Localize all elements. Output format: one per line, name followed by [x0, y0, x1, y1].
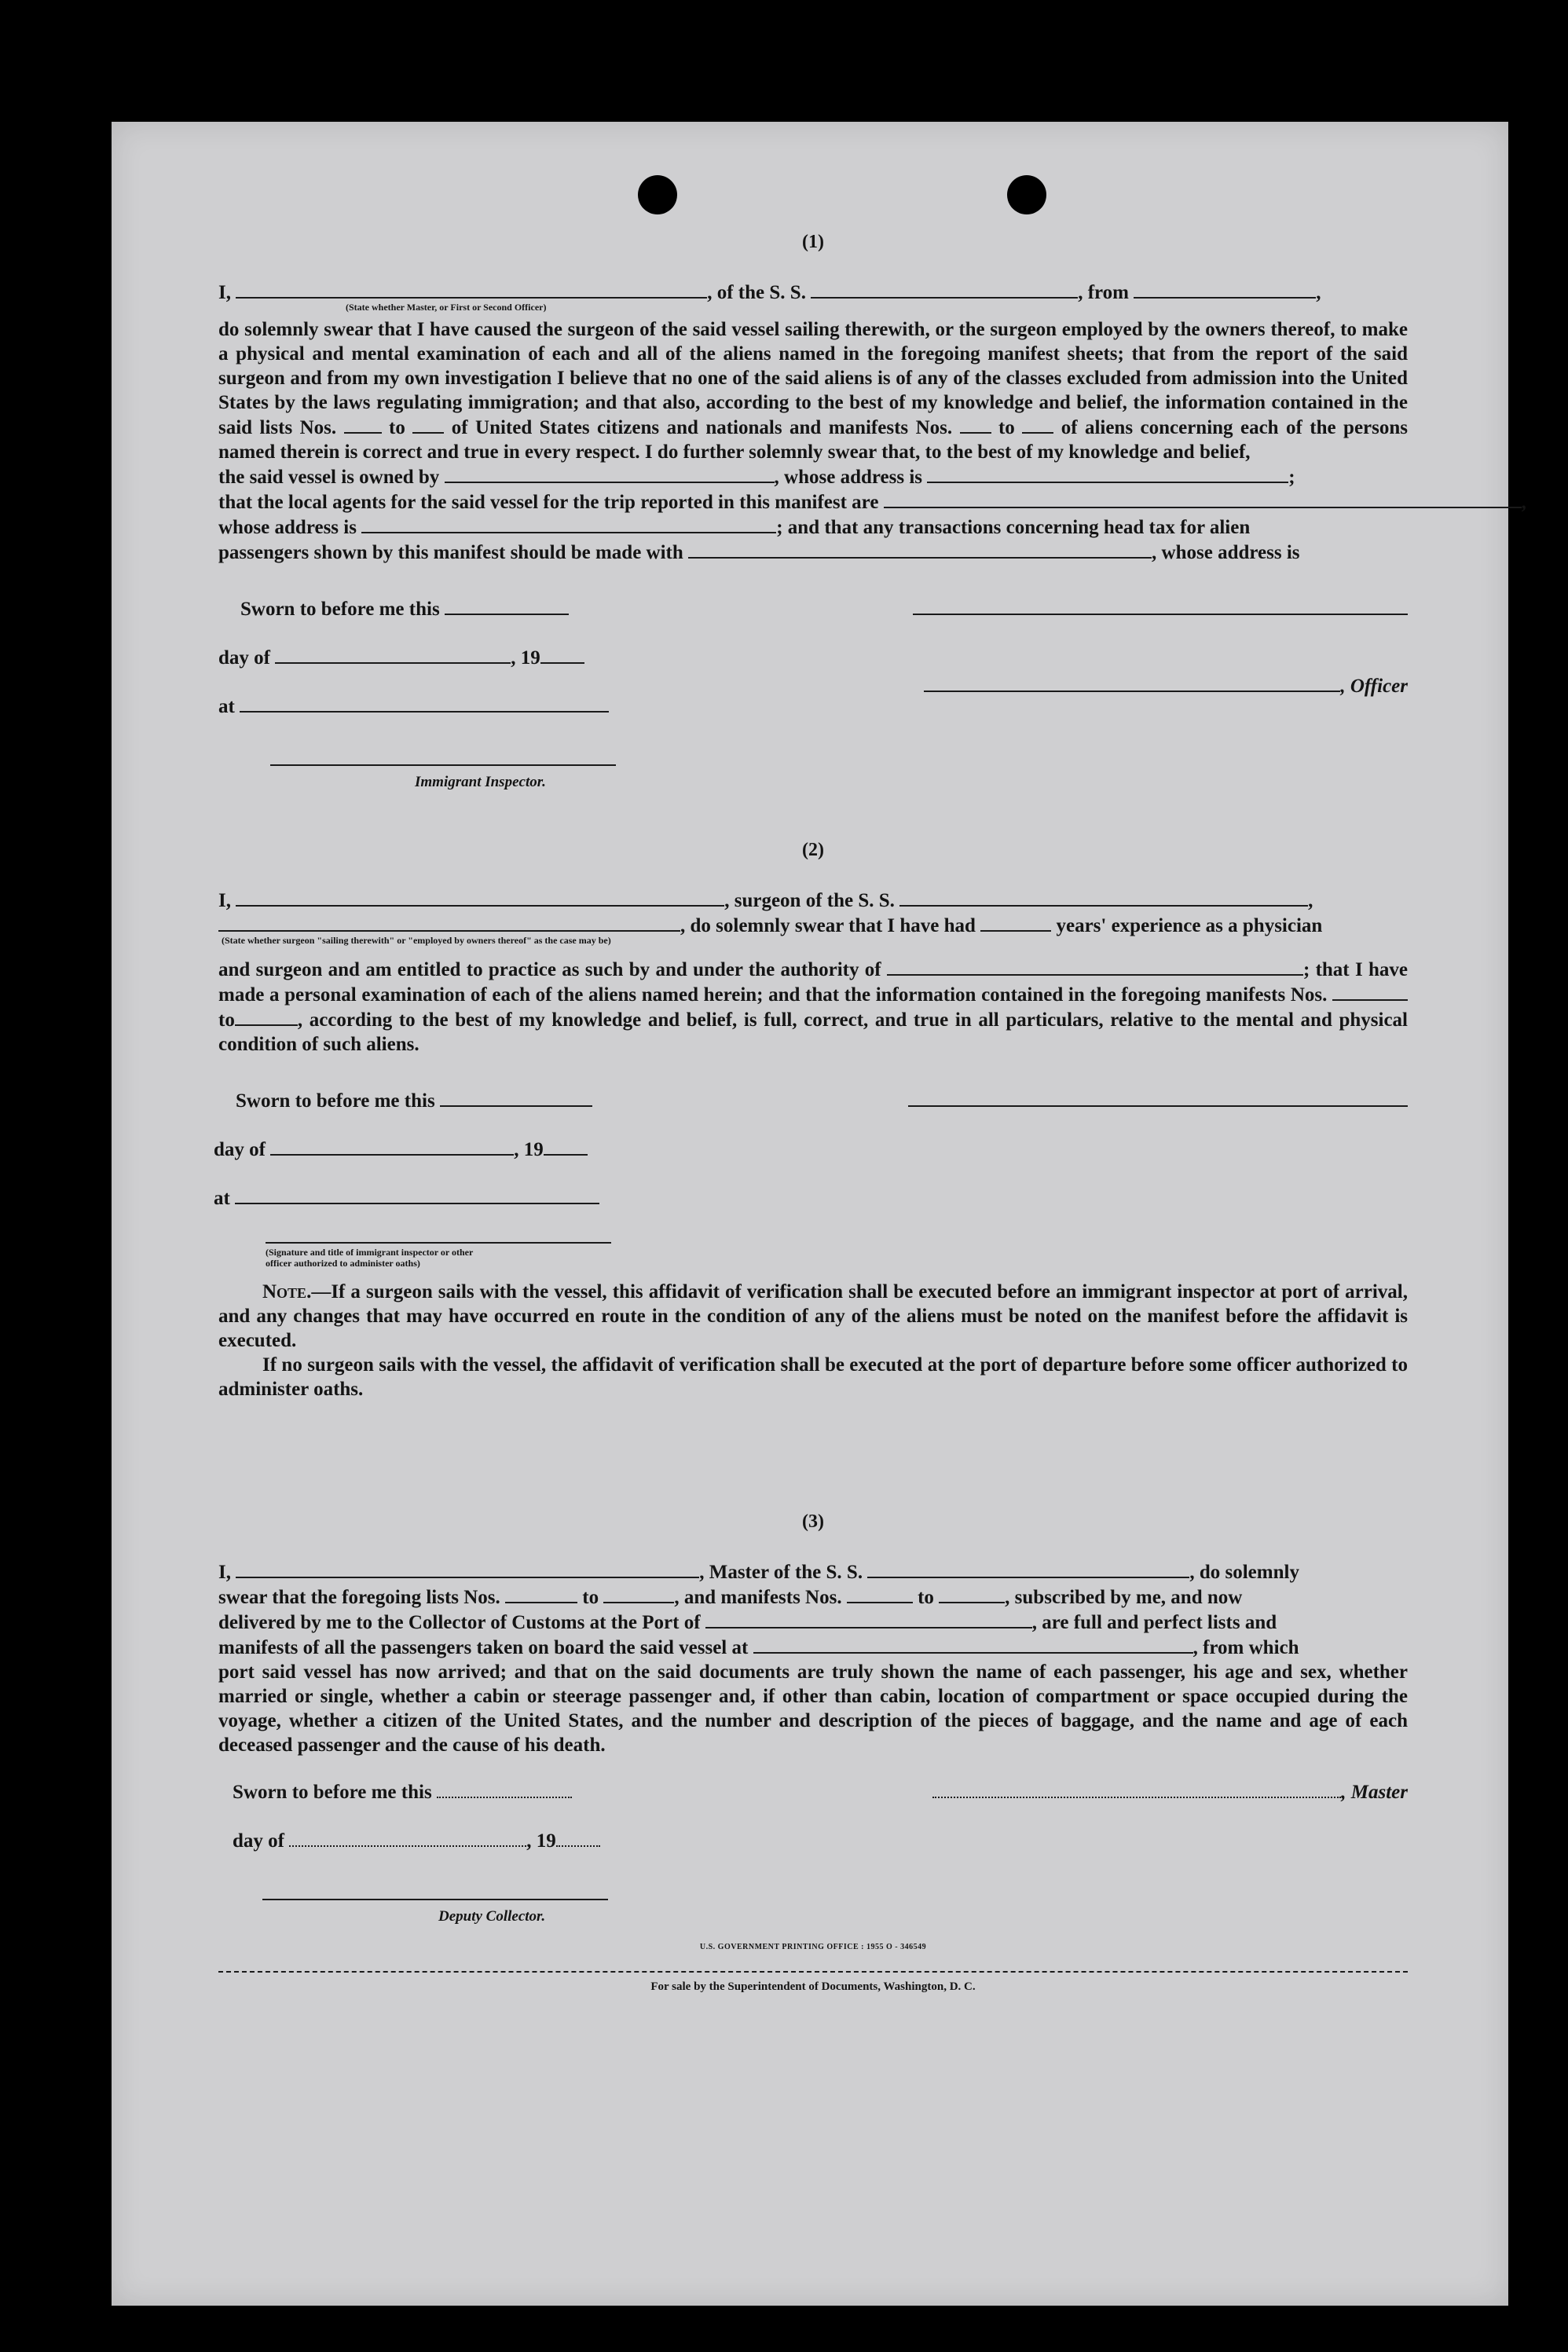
s2-sig-caption: (Signature and title of immigrant inspector or other officer authorized to administer oaths)	[266, 1247, 474, 1269]
s3-line2: swear that the foregoing lists Nos. to , and manifests Nos. to , subscribed by me, and now	[218, 1584, 1408, 1610]
officer-rank-field[interactable]	[236, 280, 707, 299]
s2-manifests-to-field[interactable]	[235, 1007, 298, 1026]
agents-address-field[interactable]	[361, 515, 776, 533]
s2-paragraph: and surgeon and am entitled to practice as such by and under the authority of ; that I have made a personal examination of each of the aliens named herein; and that the information contained in the foregoing manifests Nos. to , according to the best of my knowledge and belief, is full, correct, and true in all particulars, relative to the mental and physical condition of such aliens.	[218, 957, 1408, 1057]
manifests-to-field[interactable]	[1022, 415, 1053, 434]
s2-line2: , do solemnly swear that I have had years' experience as a physician	[218, 913, 1408, 938]
s1-line1: I, , of the S. S. , from ,	[218, 280, 1408, 305]
section-3-number: (3)	[802, 1511, 824, 1532]
form-page	[112, 122, 1526, 2306]
s1-caption: (State whether Master, or First or Second Officer)	[346, 302, 547, 313]
inspector-label: Immigrant Inspector.	[415, 774, 546, 790]
s2-manifests-from-field[interactable]	[1332, 982, 1408, 1001]
head-tax-contact-field[interactable]	[688, 540, 1152, 559]
s2-signature-block: Sworn to before me this day of , 19 at (Signature and title of immigrant inspector or other officer authorized to administer oaths)	[218, 1088, 1408, 1277]
surgeon-signature-field[interactable]	[908, 1088, 1408, 1107]
s3-manifests-to-field[interactable]	[939, 1584, 1005, 1603]
deputy-collector-signature-line[interactable]	[262, 1899, 608, 1900]
s1-agents-line: that the local agents for the said vessel for the trip reported in this manifest are ,	[218, 489, 1408, 515]
s3-day-of-field[interactable]	[289, 1828, 526, 1847]
s2-year-field[interactable]	[544, 1137, 588, 1156]
s2-line1: I, , surgeon of the S. S. ,	[218, 888, 1408, 913]
s2-sworn-date-field[interactable]	[440, 1088, 592, 1107]
punch-hole-left	[638, 175, 677, 214]
officer-signature-field-2[interactable]	[924, 673, 1340, 692]
s3-lists-to-field[interactable]	[603, 1584, 674, 1603]
note-paragraph-1: Note.—If a surgeon sails with the vessel, this affidavit of verification shall be executed before an immigrant inspector at port of arrival, and any changes that may have occurred en route in the condition of any of the aliens must be noted on the manifest before the affidavit is executed.	[218, 1281, 1408, 1351]
s1-signature-block: Sworn to before me this day of , 19 , Officer at Immigrant Inspector.	[218, 596, 1408, 824]
s2-vessel-field[interactable]	[899, 888, 1308, 907]
at-label: at	[218, 696, 235, 717]
officer-signature-field-1[interactable]	[913, 596, 1408, 615]
s1-owned-line: the said vessel is owned by , whose address is ;	[218, 464, 1408, 489]
footer-rule	[218, 1971, 1408, 1973]
lists-from-field[interactable]	[344, 415, 382, 434]
day-of-label: day of	[218, 647, 270, 669]
s3-manifests-from-field[interactable]	[847, 1584, 913, 1603]
master-signature-field[interactable]	[932, 1779, 1341, 1798]
gpo-imprint: U.S. GOVERNMENT PRINTING OFFICE : 1955 O - 346549	[699, 1943, 927, 1951]
deputy-collector-label: Deputy Collector.	[438, 1908, 546, 1925]
footer	[218, 1936, 1408, 2007]
sworn-label: Sworn to before me this	[240, 599, 440, 620]
sworn-date-field[interactable]	[445, 596, 569, 615]
s1-paragraph: do solemnly swear that I have caused the surgeon of the said vessel sailing therewith, or the surgeon employed by the owners thereof, to make a physical and mental examination of each and all of the aliens named in the foregoing manifest sheets; that from the report of the said surgeon and from my own investigation I believe that no one of the said aliens is of any of the classes excluded from admission into the United States by the laws regulating immigration; and that also, according to the best of my knowledge and belief, the information contained in the said lists Nos. to of United States citizens and nationals and manifests Nos. to of aliens concerning each of the persons named therein is correct and true in every respect. I do further solemnly swear that, to the best of my knowledge and belief,	[218, 319, 1409, 463]
officer-label: , Officer	[1340, 676, 1408, 697]
s2-day-of-field[interactable]	[270, 1137, 514, 1156]
inspector-signature-line[interactable]	[270, 764, 616, 766]
authority-field[interactable]	[887, 957, 1303, 976]
punch-hole-right	[1007, 175, 1046, 214]
section-2-number: (2)	[802, 840, 824, 860]
section-1-number: (1)	[802, 232, 824, 252]
at-place-field[interactable]	[240, 694, 609, 713]
local-agents-field[interactable]	[884, 489, 1522, 508]
s1-passengers-line: passengers shown by this manifest should be made with , whose address is	[218, 540, 1408, 565]
s3-vessel-field[interactable]	[867, 1559, 1189, 1578]
s3-line1: I, , Master of the S. S. , do solemnly	[218, 1559, 1408, 1584]
s3-paragraph: port said vessel has now arrived; and that on the said documents are truly shown the name of each passenger, his age and sex, whether married or single, whether a cabin or steerage passenger and, if other than cabin, location of compartment or space occupied during the voyage, whether a citizen of the United States, and the number and description of the pieces of baggage, and the name and age of each deceased passenger and the cause of his death.	[218, 1661, 1408, 1756]
s3-lists-from-field[interactable]	[505, 1584, 577, 1603]
surgeon-name-field[interactable]	[236, 888, 724, 907]
from-port-field[interactable]	[1134, 280, 1316, 299]
s2-at-place-field[interactable]	[235, 1185, 599, 1204]
s3-line4: manifests of all the passengers taken on board the said vessel at , from which	[218, 1635, 1408, 1660]
s1-address-line: whose address is ; and that any transactions concerning head tax for alien	[218, 515, 1408, 540]
note-paragraph-2: If no surgeon sails with the vessel, the affidavit of verification shall be executed at the port of departure before some officer authorized to administer oaths.	[218, 1354, 1408, 1400]
s3-year-field[interactable]	[556, 1828, 600, 1847]
surgeon-status-field[interactable]	[218, 913, 680, 932]
vessel-name-field[interactable]	[811, 280, 1078, 299]
form-content	[214, 232, 1526, 2007]
sale-notice: For sale by the Superintendent of Documents, Washington, D. C.	[650, 1980, 976, 1993]
s3-signature-block: Sworn to before me this , Master day of , 19 Deputy Collector.	[218, 1779, 1408, 1936]
s2-inspector-signature-line[interactable]	[266, 1242, 611, 1244]
s3-sworn-date-field[interactable]	[437, 1779, 572, 1798]
master-label: , Master	[1341, 1782, 1408, 1803]
master-name-field[interactable]	[236, 1559, 699, 1578]
s2-caption: (State whether surgeon "sailing therewith" or "employed by owners thereof" as the case may be)	[222, 935, 611, 946]
s3-line3: delivered by me to the Collector of Customs at the Port of , are full and perfect lists and	[218, 1610, 1408, 1635]
manifests-from-field[interactable]	[960, 415, 991, 434]
years-experience-field[interactable]	[980, 913, 1051, 932]
owner-field[interactable]	[445, 464, 775, 483]
day-of-field[interactable]	[275, 645, 511, 664]
owner-address-field[interactable]	[927, 464, 1288, 483]
lists-to-field[interactable]	[412, 415, 444, 434]
port-of-departure-field[interactable]	[753, 1635, 1193, 1654]
port-of-arrival-field[interactable]	[705, 1610, 1032, 1628]
year-field[interactable]	[540, 645, 584, 664]
